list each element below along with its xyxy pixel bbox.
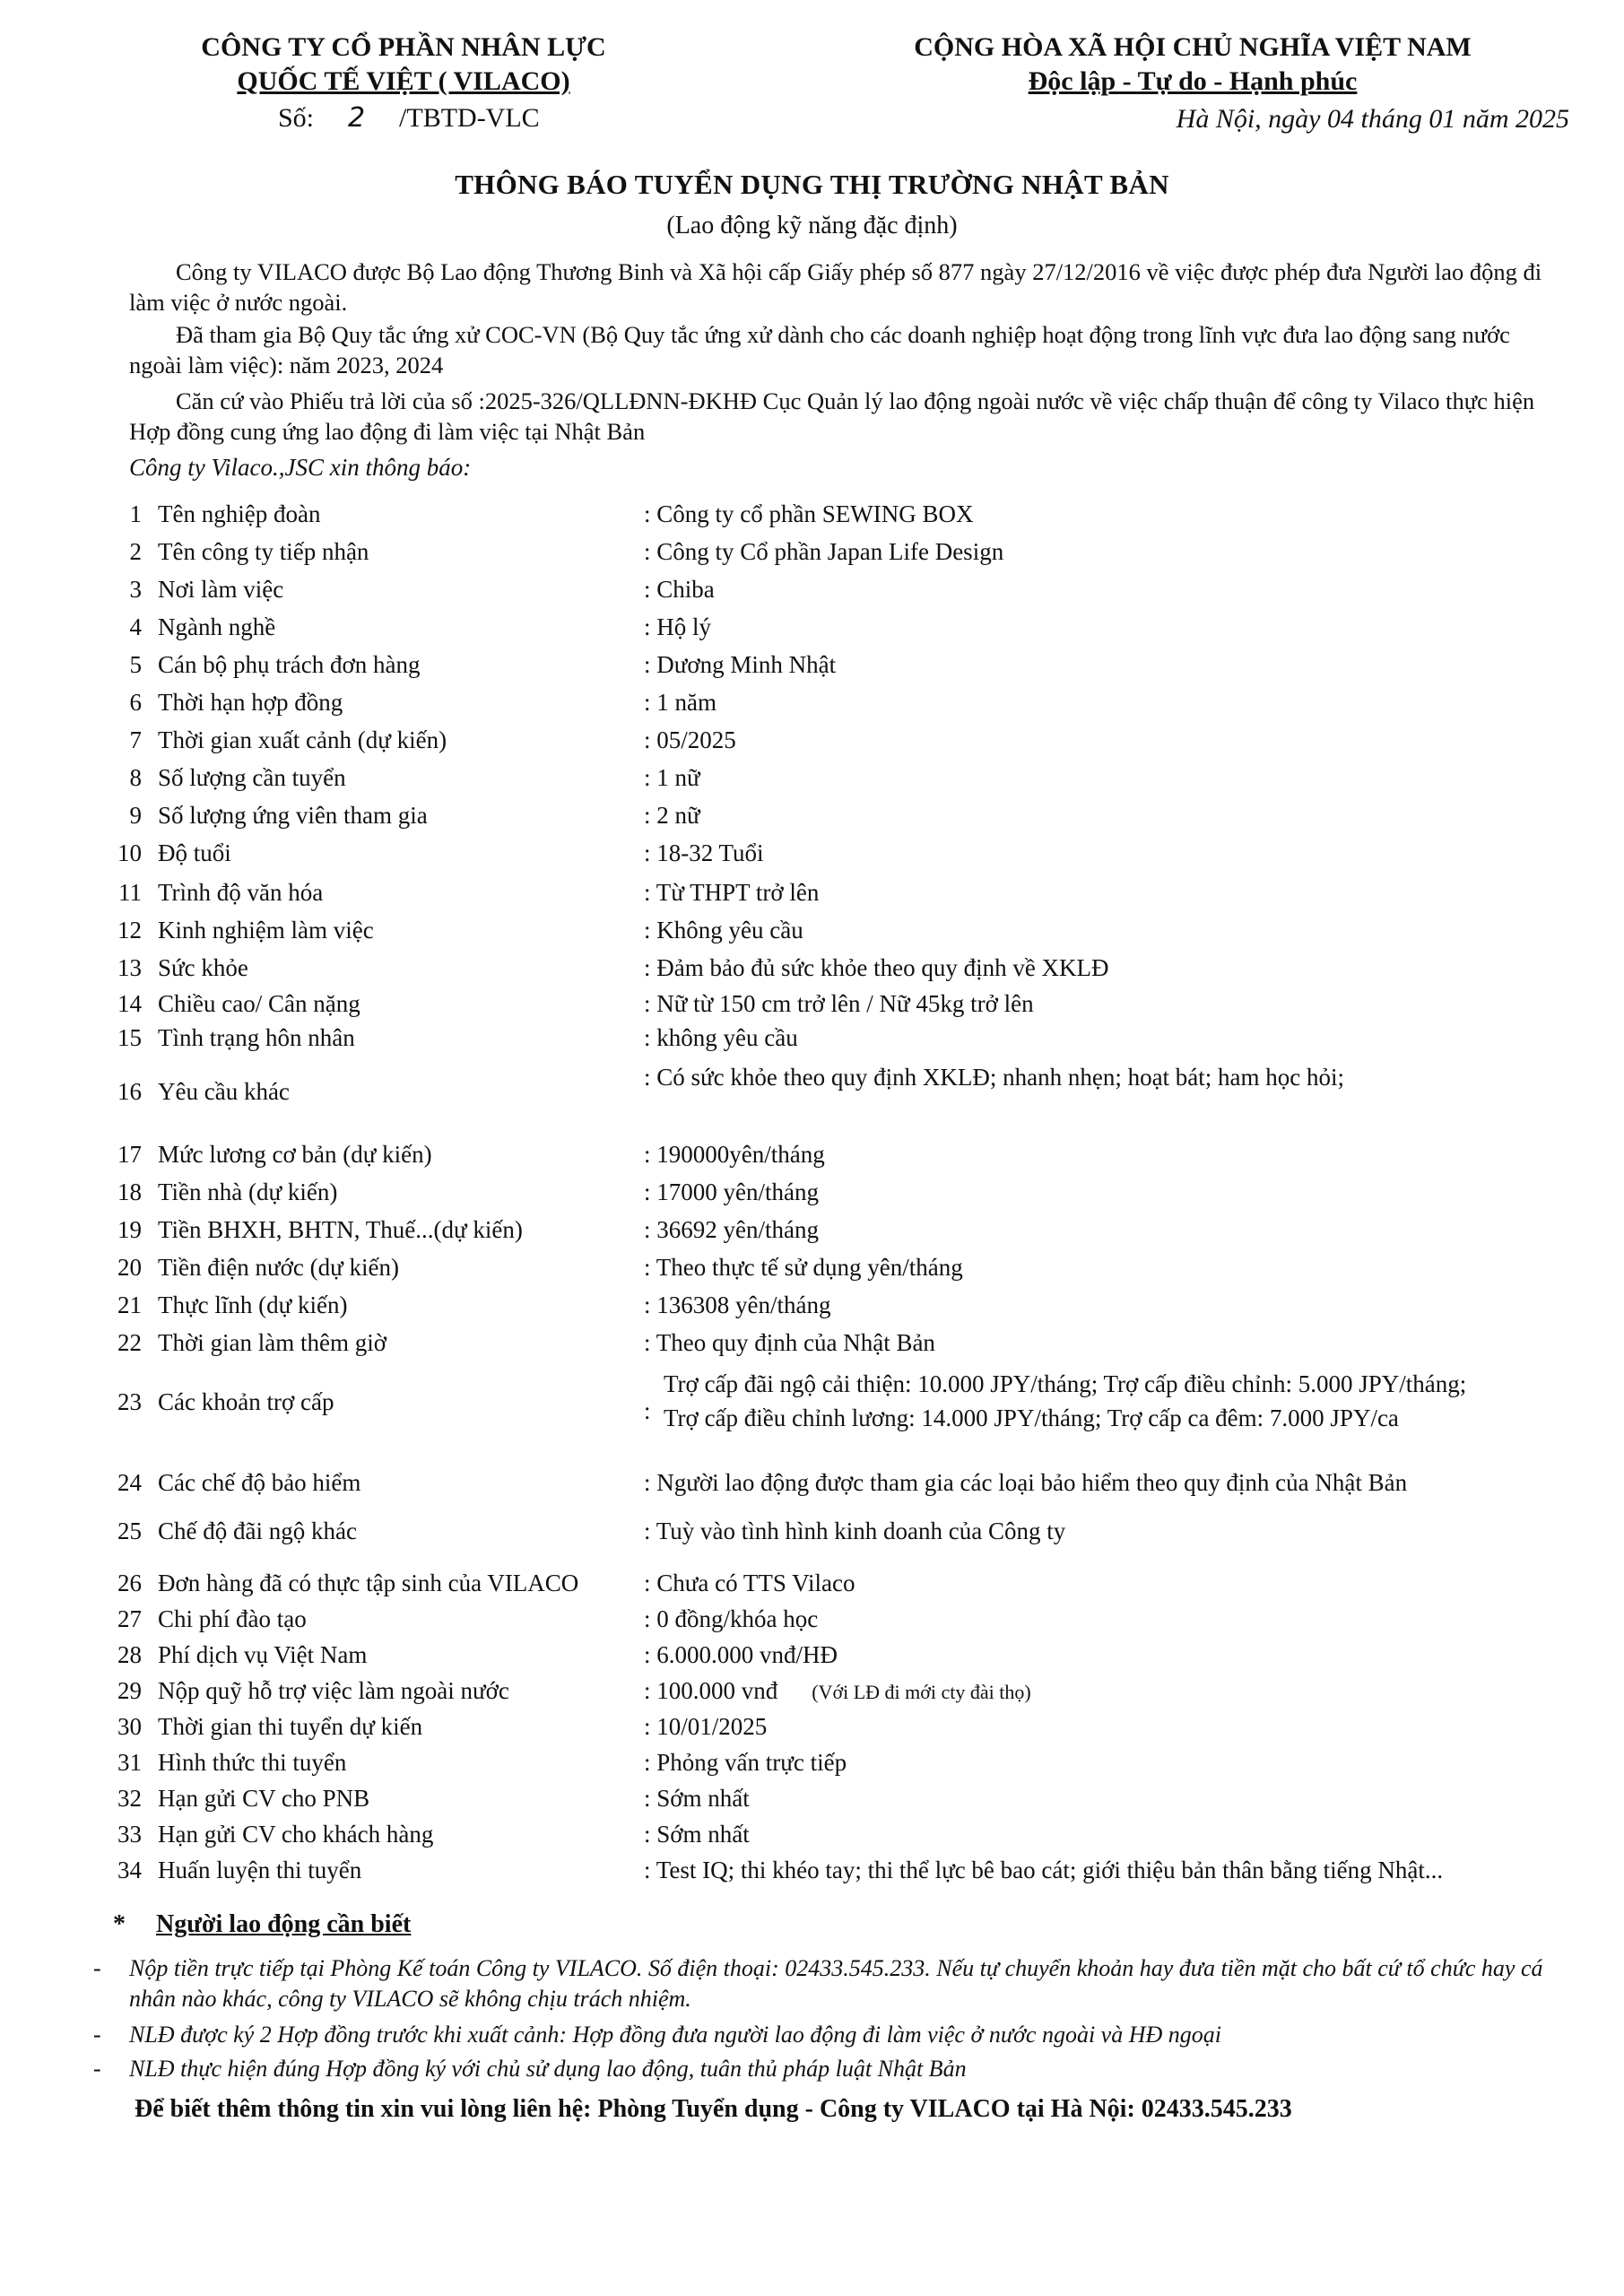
item-value-text: : 136308 yên/tháng	[644, 1292, 831, 1318]
item-number: 21	[117, 1292, 142, 1318]
notes-heading-text: Người lao động cần biết	[156, 1910, 412, 1938]
item-value-line2: Trợ cấp điều chỉnh lương: 14.000 JPY/tháng; Trợ cấp ca đêm: 7.000 JPY/ca	[664, 1405, 1399, 1431]
item-value-text: : Công ty cổ phần SEWING BOX	[644, 500, 974, 527]
item-value	[644, 1604, 818, 1634]
item-label: Nơi làm việc	[158, 576, 284, 603]
item-number: 7	[129, 726, 142, 753]
item-value-text: : Chiba	[644, 576, 715, 603]
item-label: Mức lương cơ bản (dự kiến)	[158, 1141, 432, 1168]
item-number: 10	[117, 839, 142, 866]
item-label: Sức khỏe	[158, 954, 248, 981]
item-label: Tên công ty tiếp nhận	[158, 538, 369, 565]
item-number: 32	[117, 1785, 142, 1812]
note-bullet-text: Nộp tiền trực tiếp tại Phòng Kế toán Công ty VILACO. Số điện thoại: 02433.545.233. Nếu tự chuyển khoản hay đưa tiền mặt cho bất cứ tổ chức hay cá nhân nào khác, công ty VILACO sẽ không chịu trách nhiệm.	[129, 1955, 1543, 2012]
item-label: Các chế độ bảo hiểm	[158, 1469, 361, 1496]
item-number: 18	[117, 1178, 142, 1205]
item-number: 20	[117, 1254, 142, 1281]
item-number: 4	[129, 613, 142, 640]
item-value-text: : 6.000.000 vnđ/HĐ	[644, 1641, 838, 1668]
item-value-text: : Công ty Cổ phần Japan Life Design	[644, 538, 1004, 565]
item-label: Nộp quỹ hỗ trợ việc làm ngoài nước	[158, 1677, 509, 1704]
so-number-handwritten: 2	[347, 102, 366, 134]
item-label: Tiền nhà (dự kiến)	[158, 1178, 338, 1205]
item-value-text: : 1 nữ	[644, 764, 700, 791]
item-label: Cán bộ phụ trách đơn hàng	[158, 651, 421, 678]
dash-bullet: -	[93, 1955, 101, 1981]
item-number: 27	[117, 1605, 142, 1632]
item-value-text: : 2 nữ	[644, 802, 700, 829]
item-label: Số lượng ứng viên tham gia	[158, 802, 428, 829]
item-number: 34	[117, 1857, 142, 1883]
item-number: 13	[117, 954, 142, 981]
item-value-text: : Từ THPT trở lên	[644, 879, 820, 906]
item-value	[644, 1516, 1065, 1546]
item-value	[644, 1022, 798, 1053]
item-label: Tên nghiệp đoàn	[158, 500, 321, 527]
item-number: 22	[117, 1329, 142, 1356]
item-label: Thời gian làm thêm giờ	[158, 1329, 387, 1356]
item-value-text: : Đảm bảo đủ sức khỏe theo quy định về XKLĐ	[644, 954, 1109, 981]
item-number: 5	[129, 651, 142, 678]
item-label: Huấn luyện thi tuyển	[158, 1857, 362, 1883]
item-value	[644, 574, 715, 604]
dash-bullet: -	[93, 2056, 101, 2082]
item-label: Hình thức thi tuyển	[158, 1749, 347, 1776]
item-number: 12	[117, 917, 142, 944]
item-value	[644, 1290, 830, 1320]
item-value	[644, 1327, 935, 1358]
item-value-text: : 10/01/2025	[644, 1713, 768, 1740]
item-label: Độ tuổi	[158, 839, 231, 866]
item-value-text: : 18-32 Tuổi	[644, 839, 764, 866]
item-value	[644, 762, 700, 793]
place-date: Hà Nội, ngày 04 tháng 01 năm 2025	[1176, 104, 1569, 134]
item-number: 11	[118, 879, 142, 906]
item-value	[644, 687, 716, 718]
item-value	[644, 1214, 819, 1245]
item-value	[644, 1252, 963, 1283]
item-value-text: : Phỏng vấn trực tiếp	[644, 1749, 847, 1776]
item-value	[644, 1783, 750, 1813]
item-label: Tiền BHXH, BHTN, Thuế...(dự kiến)	[158, 1216, 523, 1243]
so-suffix: /TBTD-VLC	[399, 103, 540, 133]
item-label: Hạn gửi CV cho khách hàng	[158, 1821, 434, 1848]
item-label: Ngành nghề	[158, 613, 276, 640]
item-value-text: : Có sức khỏe theo quy định XKLĐ; nhanh nhẹn; hoạt bát; ham học hỏi;	[644, 1064, 1345, 1091]
item-number: 14	[117, 990, 142, 1017]
company-name-line2: QUỐC TẾ VIỆT ( VILACO)	[237, 66, 570, 96]
item-value-text: : 1 năm	[644, 689, 716, 716]
item-label: Số lượng cần tuyển	[158, 764, 346, 791]
item-value	[644, 800, 700, 831]
item-number: 17	[117, 1141, 142, 1168]
item-value-text: : Chưa có TTS Vilaco	[644, 1570, 855, 1596]
item-number: 6	[129, 689, 142, 716]
item-value	[644, 725, 736, 755]
item-number: 30	[117, 1713, 142, 1740]
item-value	[644, 838, 764, 868]
item-value-text: : Hộ lý	[644, 613, 712, 640]
item-value-text: : 190000yên/tháng	[644, 1141, 825, 1168]
item-value	[644, 649, 836, 680]
item-number: 19	[117, 1216, 142, 1243]
star-bullet-icon: *	[113, 1910, 126, 1938]
item-value-text: : Tuỳ vào tình hình kinh doanh của Công ty	[644, 1518, 1066, 1544]
item-value	[644, 952, 1109, 983]
item-value	[644, 536, 1003, 567]
item-label: Hạn gửi CV cho PNB	[158, 1785, 370, 1812]
dash-bullet: -	[93, 2022, 101, 2048]
item-number: 28	[117, 1641, 142, 1668]
item-label: Đơn hàng đã có thực tập sinh của VILACO	[158, 1570, 579, 1596]
item-value	[644, 1855, 1443, 1885]
item-label: Tiền điện nước (dự kiến)	[158, 1254, 400, 1281]
item-value-text: : 36692 yên/tháng	[644, 1216, 819, 1243]
item-value	[644, 1062, 1344, 1092]
item-number: 24	[117, 1469, 142, 1496]
paragraph-license-text: Công ty VILACO được Bộ Lao động Thương Binh và Xã hội cấp Giấy phép số 877 ngày 27/12/2016 về việc được phép đưa Người lao động đi làm việc ở nước ngoài.	[129, 258, 1542, 316]
item-number: 8	[129, 764, 142, 791]
item-number: 26	[117, 1570, 142, 1596]
item-value-text: : 17000 yên/tháng	[644, 1178, 819, 1205]
note-bullet-text: NLĐ được ký 2 Hợp đồng trước khi xuất cảnh: Hợp đồng đưa người lao động đi làm việc ở nước ngoài và HĐ ngoại	[129, 2022, 1221, 2048]
item-note: (Với LĐ đi mới cty đài thọ)	[812, 1681, 1031, 1703]
item-value	[644, 915, 803, 945]
item-value	[644, 1139, 825, 1170]
item-value-text: : Không yêu cầu	[644, 917, 803, 944]
item-value-text: : Dương Minh Nhật	[644, 651, 837, 678]
item-label: Yêu cầu khác	[158, 1078, 290, 1105]
item-label: Chế độ đãi ngộ khác	[158, 1518, 357, 1544]
company-name-line1: CÔNG TY CỔ PHẦN NHÂN LỰC	[201, 32, 606, 62]
item-number: 9	[129, 802, 142, 829]
note-bullet-text: NLĐ thực hiện đúng Hợp đồng ký với chủ sử dụng lao động, tuân thủ pháp luật Nhật Bản	[129, 2056, 967, 2082]
item-number: 1	[129, 500, 142, 527]
item-label: Các khoản trợ cấp	[158, 1388, 334, 1415]
item-value	[644, 988, 1034, 1019]
item-value	[644, 1639, 838, 1670]
item-label: Tình trạng hôn nhân	[158, 1024, 355, 1051]
item-value-text: : 05/2025	[644, 726, 736, 753]
item-number: 2	[129, 538, 142, 565]
item-value-text: : Theo quy định của Nhật Bản	[644, 1329, 935, 1356]
item-value-text: : Test IQ; thi khéo tay; thi thể lực bê bao cát; giới thiệu bản thân bằng tiếng Nhật...	[644, 1857, 1444, 1883]
paragraph-basis-text: Căn cứ vào Phiếu trả lời của số :2025-326/QLLĐNN-ĐKHĐ Cục Quản lý lao động ngoài nước về việc chấp thuận để công ty Vilaco thực hiện Hợp đồng cung ứng lao động đi làm việc tại Nhật Bản	[129, 387, 1535, 445]
item-value	[644, 877, 819, 908]
item-value-text: : Theo thực tế sử dụng yên/tháng	[644, 1254, 963, 1281]
item-value	[644, 1747, 847, 1778]
notes-heading	[113, 1910, 411, 1939]
item-label: Thời hạn hợp đồng	[158, 689, 343, 716]
page-title: THÔNG BÁO TUYỂN DỤNG THỊ TRƯỜNG NHẬT BẢN	[455, 169, 1169, 200]
item-number: 25	[117, 1518, 142, 1544]
item-label: Chiều cao/ Cân nặng	[158, 990, 360, 1017]
item-number: 33	[117, 1821, 142, 1848]
item-value	[644, 1675, 1031, 1708]
item-value	[644, 499, 973, 529]
item-value	[644, 1711, 767, 1742]
item-value-text: : Nữ từ 150 cm trở lên / Nữ 45kg trở lên	[644, 990, 1034, 1017]
item-number: 29	[117, 1677, 142, 1704]
item-value	[644, 1467, 1407, 1498]
intro-line: Công ty Vilaco.,JSC xin thông báo:	[129, 454, 472, 481]
item-colon: :	[644, 1397, 651, 1424]
item-number: 3	[129, 576, 142, 603]
paragraph-coc-text: Đã tham gia Bộ Quy tắc ứng xử COC-VN (Bộ Quy tắc ứng xử dành cho các doanh nghiệp hoạt động trong lĩnh vực đưa lao động sang nước ngoài làm việc): năm 2023, 2024	[129, 321, 1510, 378]
item-value-text: : không yêu cầu	[644, 1024, 798, 1051]
item-value-text: : 100.000 vnđ	[644, 1677, 778, 1704]
contact-line: Để biết thêm thông tin xin vui lòng liên hệ: Phòng Tuyển dụng - Công ty VILACO tại Hà Nội: 02433.545.233	[135, 2095, 1292, 2123]
item-number: 31	[117, 1749, 142, 1776]
item-number: 15	[117, 1024, 142, 1051]
item-value-text: : 0 đồng/khóa học	[644, 1605, 819, 1632]
nation-line1: CỘNG HÒA XÃ HỘI CHỦ NGHĨA VIỆT NAM	[914, 32, 1472, 62]
item-value-text: : Người lao động được tham gia các loại bảo hiểm theo quy định của Nhật Bản	[644, 1469, 1408, 1496]
item-label: Trình độ văn hóa	[158, 879, 324, 906]
item-label: Thực lĩnh (dự kiến)	[158, 1292, 348, 1318]
item-value	[644, 612, 711, 642]
item-value	[644, 1177, 819, 1207]
item-label: Thời gian xuất cảnh (dự kiến)	[158, 726, 447, 753]
item-number: 16	[117, 1078, 142, 1105]
item-value	[644, 1568, 855, 1598]
item-label: Phí dịch vụ Việt Nam	[158, 1641, 368, 1668]
item-value-text: : Sớm nhất	[644, 1785, 750, 1812]
item-label: Chi phí đào tạo	[158, 1605, 307, 1632]
item-label: Kinh nghiệm làm việc	[158, 917, 374, 944]
item-number: 23	[117, 1388, 142, 1415]
item-label: Thời gian thi tuyển dự kiến	[158, 1713, 423, 1740]
item-value	[644, 1819, 750, 1849]
item-value-text: : Sớm nhất	[644, 1821, 750, 1848]
page-subtitle: (Lao động kỹ năng đặc định)	[666, 212, 958, 239]
so-label: Số:	[278, 103, 315, 133]
nation-motto: Độc lập - Tự do - Hạnh phúc	[1028, 66, 1358, 96]
item-value-line1: Trợ cấp đãi ngộ cải thiện: 10.000 JPY/tháng; Trợ cấp điều chỉnh: 5.000 JPY/tháng;	[664, 1370, 1467, 1397]
